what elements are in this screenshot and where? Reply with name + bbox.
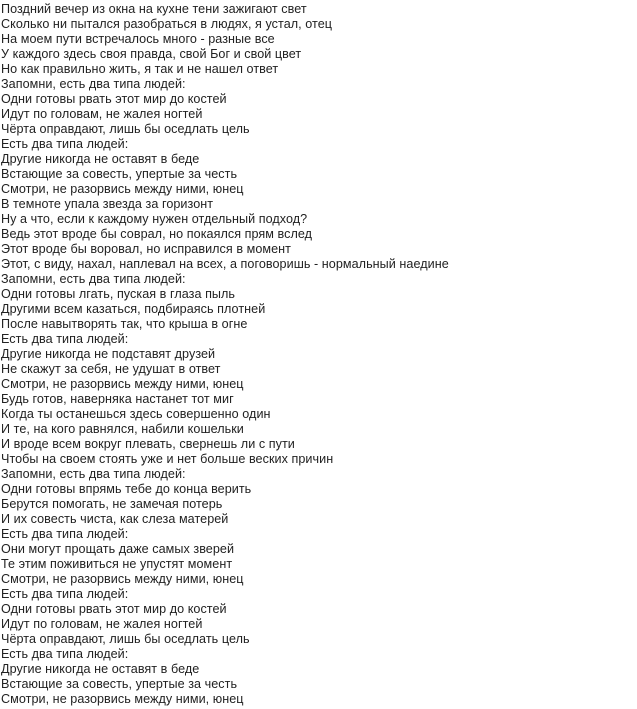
lyric-line: Одни готовы рвать этот мир до костей	[1, 92, 227, 106]
lyric-line: Одни готовы лгать, пуская в глаза пыль	[1, 287, 236, 301]
lyric-line: Идут по головам, не жалея ногтей	[1, 107, 203, 121]
lyric-line: Берутся помогать, не замечая потерь	[1, 497, 223, 511]
lyric-line: Смотри, не разорвись между ними, юнец	[1, 182, 244, 196]
lyric-line: Другими всем казаться, подбираясь плотней	[1, 302, 266, 316]
lyric-line: Есть два типа людей:	[1, 587, 129, 601]
lyric-line: Смотри, не разорвись между ними, юнец	[1, 377, 244, 391]
lyric-line: Ну а что, если к каждому нужен отдельный подход?	[1, 212, 308, 226]
lyric-line: Те этим поживиться не упустят момент	[1, 557, 233, 571]
lyric-line: Запомни, есть два типа людей:	[1, 272, 186, 286]
lyric-line: Встающие за совесть, упертые за честь	[1, 677, 238, 691]
lyric-line: Чёрта оправдают, лишь бы оседлать цель	[1, 122, 250, 136]
lyric-line: В темноте упала звезда за горизонт	[1, 197, 214, 211]
lyric-line: Другие никогда не подставят друзей	[1, 347, 216, 361]
lyric-line: Есть два типа людей:	[1, 137, 129, 151]
lyric-line: Другие никогда не оставят в беде	[1, 152, 200, 166]
lyric-line: Ведь этот вроде бы соврал, но покаялся прям вслед	[1, 227, 313, 241]
lyric-line: Будь готов, наверняка настанет тот миг	[1, 392, 234, 406]
lyric-line: И вроде всем вокруг плевать, свернешь ли с пути	[1, 437, 295, 451]
lyric-line: Смотри, не разорвись между ними, юнец	[1, 572, 244, 586]
lyric-line: Они могут прощать даже самых зверей	[1, 542, 235, 556]
lyric-line: Встающие за совесть, упертые за честь	[1, 167, 238, 181]
lyric-line: Поздний вечер из окна на кухне тени зажигают свет	[1, 2, 307, 16]
lyric-line: И их совесть чиста, как слеза матерей	[1, 512, 229, 526]
lyric-line: Чёрта оправдают, лишь бы оседлать цель	[1, 632, 250, 646]
lyric-line: Идут по головам, не жалея ногтей	[1, 617, 203, 631]
lyric-line: Одни готовы впрямь тебе до конца верить	[1, 482, 252, 496]
lyric-line: Есть два типа людей:	[1, 647, 129, 661]
lyric-line: Есть два типа людей:	[1, 527, 129, 541]
lyric-line: Одни готовы рвать этот мир до костей	[1, 602, 227, 616]
lyric-line: И те, на кого равнялся, набили кошельки	[1, 422, 244, 436]
lyric-line: У каждого здесь своя правда, свой Бог и свой цвет	[1, 47, 302, 61]
lyric-line: Чтобы на своем стоять уже и нет больше веских причин	[1, 452, 334, 466]
lyric-line: Другие никогда не оставят в беде	[1, 662, 200, 676]
lyric-line: Сколько ни пытался разобраться в людях, я устал, отец	[1, 17, 333, 31]
lyric-line: Смотри, не разорвись между ними, юнец	[1, 692, 244, 706]
lyric-line: Запомни, есть два типа людей:	[1, 467, 186, 481]
lyric-line: Есть два типа людей:	[1, 332, 129, 346]
lyric-line: Этот, с виду, нахал, наплевал на всех, а поговоришь - нормальный наедине	[1, 257, 449, 271]
lyric-line: Когда ты останешься здесь совершенно один	[1, 407, 271, 421]
lyric-line: Но как правильно жить, я так и не нашел ответ	[1, 62, 279, 76]
lyric-line: После навытворять так, что крыша в огне	[1, 317, 248, 331]
lyric-line: На моем пути встречалось много - разные все	[1, 32, 275, 46]
lyric-line: Этот вроде бы воровал, но исправился в момент	[1, 242, 291, 256]
lyric-line: Запомни, есть два типа людей:	[1, 77, 186, 91]
lyric-line: Не скажут за себя, не удушат в ответ	[1, 362, 221, 376]
